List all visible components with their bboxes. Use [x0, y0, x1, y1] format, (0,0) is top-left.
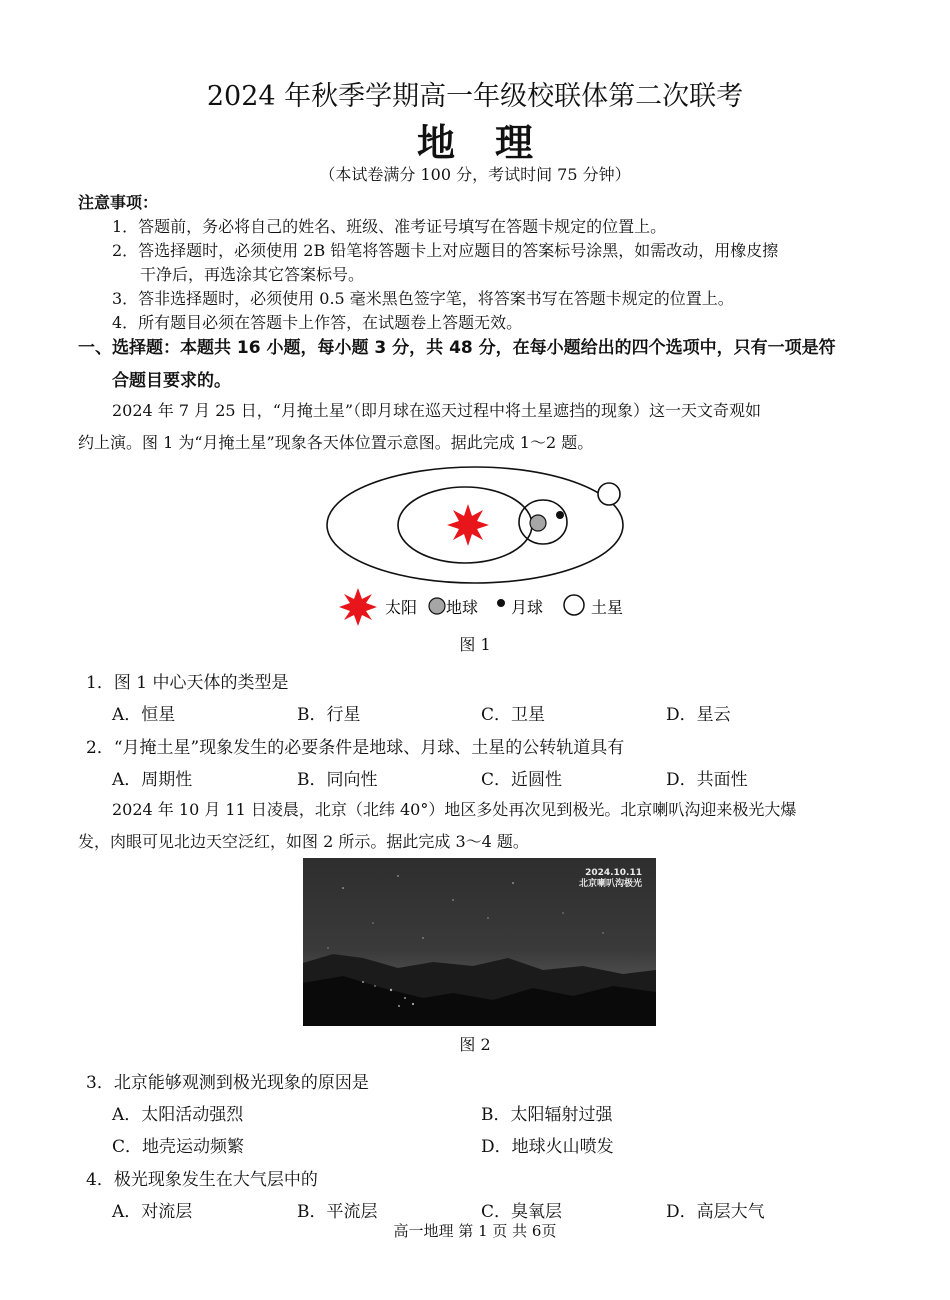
q4-option-b: B．平流层: [297, 1202, 378, 1222]
sun-icon: [447, 504, 489, 546]
subject-title: 地理: [416, 120, 573, 165]
figure2-aurora-photo: [303, 858, 656, 1026]
q2-option-a: A．周期性: [112, 770, 193, 790]
q2-option-c: C．近圆性: [481, 770, 563, 790]
question-3-stem: 3．北京能够观测到极光现象的原因是: [86, 1073, 369, 1093]
question-4-stem: 4．极光现象发生在大气层中的: [86, 1170, 318, 1190]
exam-title: 2024 年秋季学期高一年级校联体第二次联考: [206, 81, 744, 112]
legend-saturn-label: 土星: [591, 598, 624, 617]
section-heading-cont: 合题目要求的。: [112, 371, 231, 391]
question-1-stem: 1．图 1 中心天体的类型是: [86, 673, 289, 693]
note-item-4: 4．所有题目必须在答题卡上作答，在试题卷上答题无效。: [112, 313, 523, 332]
moon-icon: [556, 511, 564, 519]
q4-option-a: A．对流层: [112, 1202, 193, 1222]
earth-icon: [530, 515, 546, 531]
legend-moon-label: 月球: [511, 598, 544, 617]
q3-option-a: A．太阳活动强烈: [112, 1105, 244, 1125]
passage1-line2: 约上演。图 1 为“月掩土星”现象各天体位置示意图。据此完成 1～2 题。: [78, 433, 594, 452]
legend-sun-label: 太阳: [385, 598, 418, 617]
note-item-2: 2．答选择题时，必须使用 2B 铅笔将答题卡上对应题目的答案标号涂黑，如需改动，用橡皮擦: [112, 241, 779, 260]
q3-option-c: C．地壳运动频繁: [112, 1137, 245, 1157]
note-item-2-cont: 干净后，再选涂其它答案标号。: [140, 265, 365, 284]
q4-option-c: C．臭氧层: [481, 1202, 563, 1222]
note-item-3: 3．答非选择题时，必须使用 0.5 毫米黑色签字笔，将答案书写在答题卡规定的位置上。: [112, 289, 734, 308]
legend-earth-label: 地球: [446, 598, 479, 617]
legend-saturn-icon: [564, 595, 584, 615]
q1-option-a: A．恒星: [112, 705, 176, 725]
score-note: （本试卷满分 100 分，考试时间 75 分钟）: [319, 165, 631, 184]
legend-earth-icon: [429, 598, 445, 614]
saturn-icon: [598, 483, 620, 505]
figure2-stamp-date: 2024.10.11: [585, 868, 642, 878]
page-footer: 高一地理 第 1 页 共 6页: [393, 1222, 557, 1240]
legend-sun-icon: [339, 588, 377, 626]
figure2-caption: 图 2: [459, 1035, 491, 1054]
q2-option-d: D．共面性: [666, 770, 748, 790]
legend-moon-icon: [497, 599, 505, 607]
question-2-stem: 2．“月掩土星”现象发生的必要条件是地球、月球、土星的公转轨道具有: [86, 738, 625, 758]
section-heading: 一、选择题：本题共 16 小题，每小题 3 分，共 48 分，在每小题给出的四个选项中，只有一项是符: [78, 338, 836, 358]
figure2-stamp-place: 北京喇叭沟极光: [578, 879, 642, 889]
passage1-line1: 2024 年 7 月 25 日，“月掩土星”（即月球在巡天过程中将土星遮挡的现象）这一天文奇观如: [112, 401, 762, 420]
q1-option-c: C．卫星: [481, 705, 546, 725]
figure2-stamp: [579, 868, 642, 890]
figure1-caption: 图 1: [459, 635, 491, 654]
q2-option-b: B．同向性: [297, 770, 378, 790]
q4-option-d: D．高层大气: [666, 1202, 765, 1222]
q3-option-b: B．太阳辐射过强: [481, 1105, 613, 1125]
passage2-line1: 2024 年 10 月 11 日凌晨，北京（北纬 40°）地区多处再次见到极光。北京喇叭沟迎来极光大爆: [112, 800, 797, 819]
q3-option-d: D．地球火山喷发: [481, 1137, 614, 1157]
passage2-line2: 发，肉眼可见北边天空泛红，如图 2 所示。据此完成 3～4 题。: [78, 832, 529, 851]
q1-option-d: D．星云: [666, 705, 731, 725]
notes-heading: 注意事项：: [78, 193, 159, 212]
q1-option-b: B．行星: [297, 705, 361, 725]
note-item-1: 1．答题前，务必将自己的姓名、班级、准考证号填写在答题卡规定的位置上。: [112, 217, 667, 236]
figure1-diagram: [320, 460, 640, 630]
